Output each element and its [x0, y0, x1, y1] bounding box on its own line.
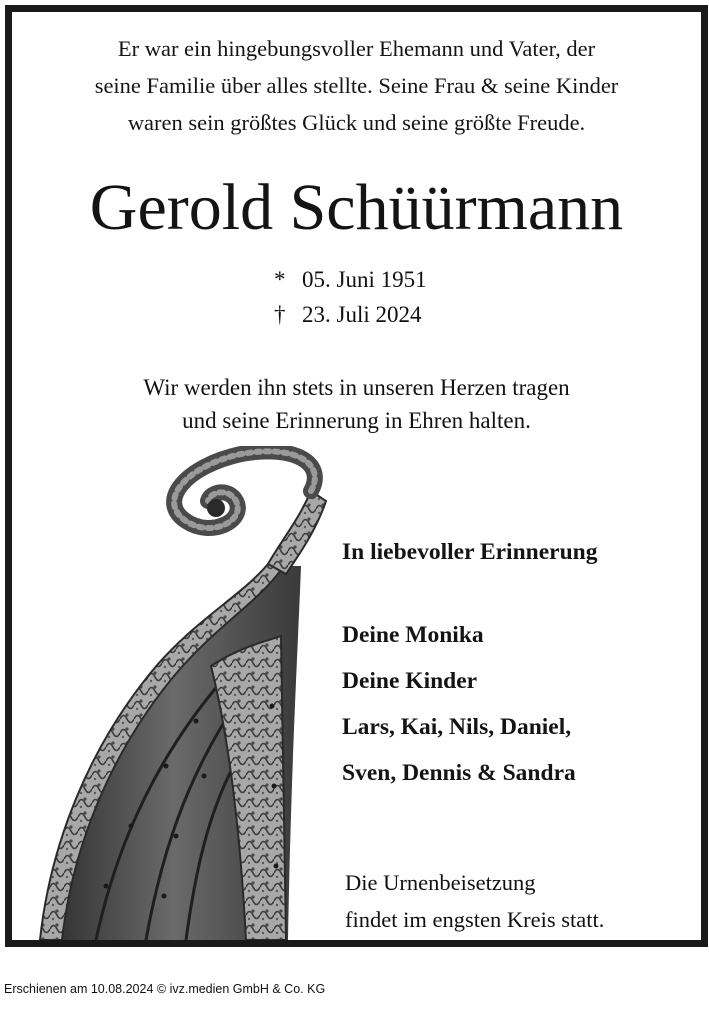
intro-line: Er war ein hingebungsvoller Ehemann und Vater, der [117, 36, 596, 61]
death-date: 23. Juli 2024 [302, 302, 422, 327]
funeral-line: findet im engsten Kreis statt. [345, 907, 605, 932]
family-signature [342, 530, 697, 796]
funeral-line: Die Urnenbeisetzung [345, 870, 536, 895]
family-line: Lars, Kai, Nils, Daniel, [342, 714, 572, 740]
memory-line: Wir werden ihn stets in unseren Herzen tragen [143, 375, 570, 400]
publication-footer: Erschienen am 10.08.2024 © ivz.medien GmbH & Co. KG [4, 982, 326, 996]
birth-date: 05. Juni 1951 [302, 267, 427, 292]
memory-text [12, 371, 701, 437]
intro-line: waren sein größtes Glück und seine größte Freude. [127, 110, 586, 135]
memory-line: und seine Erinnerung in Ehren halten. [182, 408, 531, 433]
family-line: Sven, Dennis & Sandra [342, 760, 576, 786]
viking-ship-prow-image [36, 446, 336, 940]
birth-row [274, 262, 494, 297]
birth-symbol: * [274, 267, 286, 292]
deceased-name: Gerold Schüürmann [89, 171, 624, 244]
spacer [342, 574, 697, 612]
life-dates [274, 262, 494, 332]
funeral-note [345, 864, 701, 938]
death-cross-symbol: † [274, 302, 286, 327]
intro-text [12, 30, 701, 141]
family-heading: In liebevoller Erinnerung [342, 539, 598, 565]
family-line: Deine Monika [342, 622, 484, 648]
death-row [274, 297, 494, 332]
obituary-notice [5, 5, 708, 947]
family-line: Deine Kinder [342, 668, 478, 694]
intro-line: seine Familie über alles stellte. Seine Frau & seine Kinder [94, 73, 619, 98]
